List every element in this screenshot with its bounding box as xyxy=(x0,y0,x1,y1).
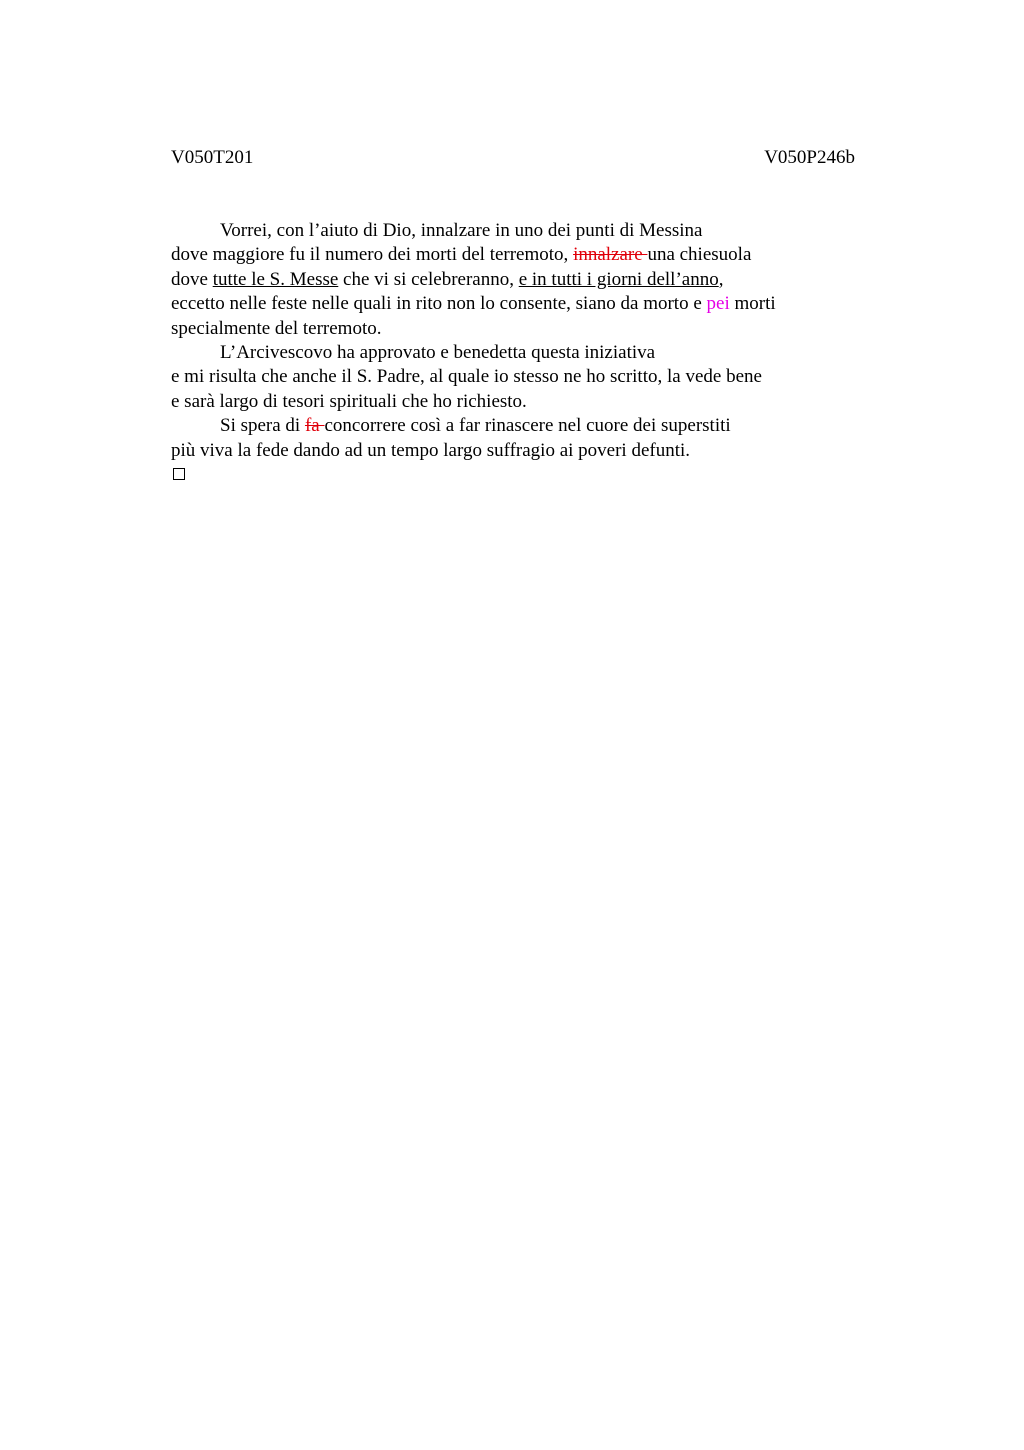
paragraph-3-line-1 xyxy=(171,414,861,438)
text-run: eccetto nelle feste nelle quali in rito non lo consente, siano da morto e xyxy=(171,293,707,315)
page-header xyxy=(171,145,855,171)
page-code: V050P246b xyxy=(764,147,855,168)
square-outline-icon xyxy=(173,468,185,480)
underlined-phrase: tutte le S. Messe xyxy=(212,268,339,290)
text-run: dove maggiore fu il numero dei morti del terremoto, xyxy=(171,244,574,266)
text-run: dove xyxy=(171,268,213,290)
paragraph-2-line-2: e mi risulta che anche il S. Padre, al quale io stesso ne ho scritto, la vede bene xyxy=(171,366,762,388)
paragraph-1-line-4 xyxy=(171,292,861,316)
text-run: , xyxy=(718,268,724,290)
paragraph-1-line-3 xyxy=(171,268,861,292)
text-run: Si spera di xyxy=(220,415,305,437)
text-run: che vi si celebreranno, xyxy=(338,268,519,290)
inserted-word: pei xyxy=(706,293,730,315)
text-run: concorrere così a far rinascere nel cuore dei superstiti xyxy=(324,415,731,437)
paragraph-2-line-1: L’Arcivescovo ha approvato e benedetta questa iniziativa xyxy=(220,342,656,364)
document-code: V050T201 xyxy=(171,147,254,168)
paragraph-1-line-2 xyxy=(171,243,861,267)
text-run: una chiesuola xyxy=(647,244,752,266)
text-run: morti xyxy=(729,293,776,315)
document-body xyxy=(171,219,861,480)
paragraph-3-line-2: più viva la fede dando ad un tempo largo suffragio ai poveri defunti. xyxy=(171,439,691,461)
deleted-word: fa xyxy=(304,415,325,437)
paragraph-1-line-5: specialmente del terremoto. xyxy=(171,317,382,339)
paragraph-1-line-1: Vorrei, con l’aiuto di Dio, innalzare in uno dei punti di Messina xyxy=(220,220,703,241)
underlined-phrase: e in tutti i giorni dell’anno xyxy=(518,268,719,290)
paragraph-2-line-3: e sarà largo di tesori spirituali che ho richiesto. xyxy=(171,390,527,412)
deleted-word: innalzare xyxy=(573,244,648,266)
